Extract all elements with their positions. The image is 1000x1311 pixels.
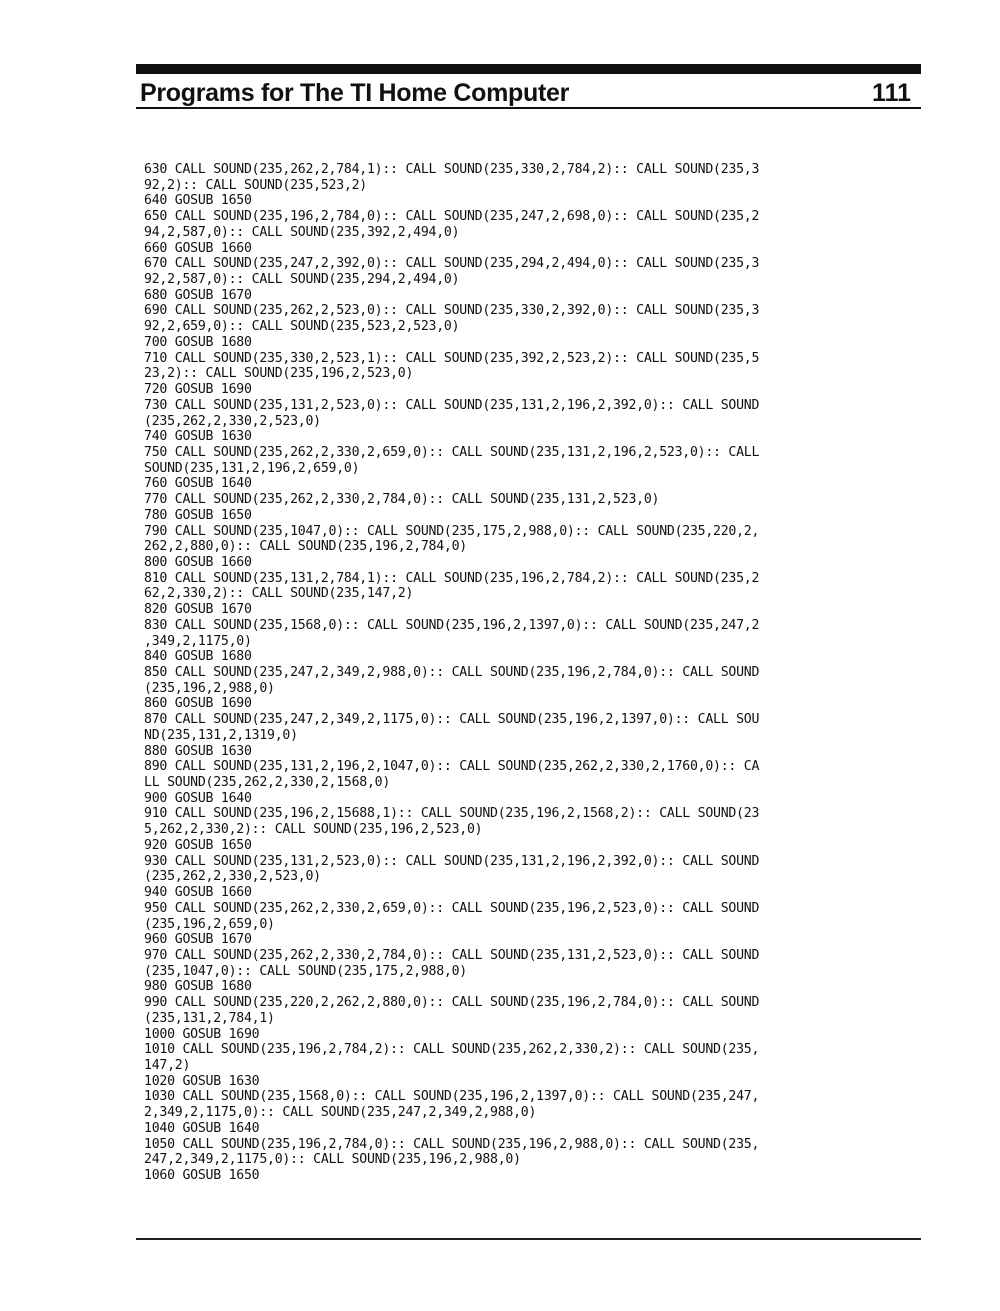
code-line: 900 GOSUB 1640 [144,790,252,806]
code-line: 910 CALL SOUND(235,196,2,15688,1):: CALL SOUND(235,196,2,1568,2):: CALL SOUND(23 [144,806,760,822]
code-line: 730 CALL SOUND(235,131,2,523,0):: CALL SOUND(235,131,2,196,2,392,0):: CALL SOUND [144,397,760,413]
code-line: 147,2) [144,1057,191,1073]
code-line: (235,196,2,988,0) [144,680,275,696]
footer-rule [136,1238,921,1240]
code-line: 1030 CALL SOUND(235,1568,0):: CALL SOUND(235,196,2,1397,0):: CALL SOUND(235,247, [144,1089,760,1105]
code-line: (235,262,2,330,2,523,0) [144,869,321,885]
code-line: 5,262,2,330,2):: CALL SOUND(235,196,2,523,0) [144,822,483,838]
header-top-rule [136,64,921,74]
code-line: 980 GOSUB 1680 [144,979,252,995]
code-line: 630 CALL SOUND(235,262,2,784,1):: CALL SOUND(235,330,2,784,2):: CALL SOUND(235,3 [144,162,760,177]
code-line: 990 CALL SOUND(235,220,2,262,2,880,0):: CALL SOUND(235,196,2,784,0):: CALL SOUND [144,995,760,1011]
code-line: 690 CALL SOUND(235,262,2,523,0):: CALL SOUND(235,330,2,392,0):: CALL SOUND(235,3 [144,303,760,319]
code-line: 92,2,659,0):: CALL SOUND(235,523,2,523,0) [144,319,460,335]
code-line: 262,2,880,0):: CALL SOUND(235,196,2,784,0) [144,539,467,555]
code-line: 700 GOSUB 1680 [144,334,252,350]
code-line: 1000 GOSUB 1690 [144,1026,260,1042]
code-line: 850 CALL SOUND(235,247,2,349,2,988,0):: CALL SOUND(235,196,2,784,0):: CALL SOUND [144,665,760,680]
code-line: 680 GOSUB 1670 [144,287,252,303]
code-line: (235,196,2,659,0) [144,916,275,932]
code-line: (235,1047,0):: CALL SOUND(235,175,2,988,0) [144,963,467,979]
code-line: ND(235,131,2,1319,0) [144,727,298,743]
code-line: 940 GOSUB 1660 [144,885,252,901]
code-line: 740 GOSUB 1630 [144,429,252,445]
code-line: 650 CALL SOUND(235,196,2,784,0):: CALL SOUND(235,247,2,698,0):: CALL SOUND(235,2 [144,209,760,225]
running-header [140,76,919,108]
code-line: 950 CALL SOUND(235,262,2,330,2,659,0):: CALL SOUND(235,196,2,523,0):: CALL SOUND [144,900,760,916]
code-line: 770 CALL SOUND(235,262,2,330,2,784,0):: CALL SOUND(235,131,2,523,0) [144,492,660,508]
code-line: 94,2,587,0):: CALL SOUND(235,392,2,494,0) [144,224,460,240]
code-line: 2,349,2,1175,0):: CALL SOUND(235,247,2,349,2,988,0) [144,1105,537,1121]
code-line: 660 GOSUB 1660 [144,240,252,256]
code-line: 780 GOSUB 1650 [144,507,252,523]
code-line: SOUND(235,131,2,196,2,659,0) [144,460,360,476]
code-line: 810 CALL SOUND(235,131,2,784,1):: CALL SOUND(235,196,2,784,2):: CALL SOUND(235,2 [144,570,760,586]
code-line: LL SOUND(235,262,2,330,2,1568,0) [144,775,391,791]
code-line: 62,2,330,2):: CALL SOUND(235,147,2) [144,586,414,602]
page-number: 111 [872,79,911,107]
code-line: 1010 CALL SOUND(235,196,2,784,2):: CALL SOUND(235,262,2,330,2):: CALL SOUND(235, [144,1042,760,1058]
code-line: 830 CALL SOUND(235,1568,0):: CALL SOUND(235,196,2,1397,0):: CALL SOUND(235,247,2 [144,617,760,633]
code-line: 920 GOSUB 1650 [144,837,252,853]
code-line: 800 GOSUB 1660 [144,554,252,570]
code-line: 960 GOSUB 1670 [144,932,252,948]
code-line: 760 GOSUB 1640 [144,476,252,492]
code-line: 670 CALL SOUND(235,247,2,392,0):: CALL SOUND(235,294,2,494,0):: CALL SOUND(235,3 [144,256,760,272]
code-line: 750 CALL SOUND(235,262,2,330,2,659,0):: CALL SOUND(235,131,2,196,2,523,0):: CALL [144,444,760,460]
code-line: 880 GOSUB 1630 [144,743,252,759]
code-line: (235,131,2,784,1) [144,1010,275,1026]
code-line: 930 CALL SOUND(235,131,2,523,0):: CALL SOUND(235,131,2,196,2,392,0):: CALL SOUND [144,853,760,869]
code-line: 710 CALL SOUND(235,330,2,523,1):: CALL SOUND(235,392,2,523,2):: CALL SOUND(235,5 [144,350,760,366]
header-bottom-rule [136,107,921,109]
code-line: 92,2,587,0):: CALL SOUND(235,294,2,494,0) [144,272,460,288]
code-line: 23,2):: CALL SOUND(235,196,2,523,0) [144,366,414,382]
code-line: 970 CALL SOUND(235,262,2,330,2,784,0):: CALL SOUND(235,131,2,523,0):: CALL SOUND [144,947,760,963]
code-line: 790 CALL SOUND(235,1047,0):: CALL SOUND(235,175,2,988,0):: CALL SOUND(235,220,2, [144,523,760,539]
code-line: 890 CALL SOUND(235,131,2,196,2,1047,0):: CALL SOUND(235,262,2,330,2,1760,0):: CA [144,759,760,775]
code-line: 870 CALL SOUND(235,247,2,349,2,1175,0):: CALL SOUND(235,196,2,1397,0):: CALL SOU [144,712,760,728]
code-line: (235,262,2,330,2,523,0) [144,413,321,429]
code-line: 1020 GOSUB 1630 [144,1073,260,1089]
code-line: 840 GOSUB 1680 [144,649,252,665]
code-line: 720 GOSUB 1690 [144,382,252,398]
code-line: 1040 GOSUB 1640 [144,1120,260,1136]
code-line: 92,2):: CALL SOUND(235,523,2) [144,177,367,193]
code-line: 820 GOSUB 1670 [144,602,252,618]
basic-program-listing [144,162,916,1184]
code-line: 247,2,349,2,1175,0):: CALL SOUND(235,196,2,988,0) [144,1152,521,1168]
code-line: 860 GOSUB 1690 [144,696,252,712]
running-header-title: Programs for The TI Home Computer [140,79,570,107]
code-line: ,349,2,1175,0) [144,633,252,649]
code-line: 1050 CALL SOUND(235,196,2,784,0):: CALL SOUND(235,196,2,988,0):: CALL SOUND(235, [144,1136,760,1152]
code-line: 1060 GOSUB 1650 [144,1168,260,1183]
code-line: 640 GOSUB 1650 [144,193,252,209]
